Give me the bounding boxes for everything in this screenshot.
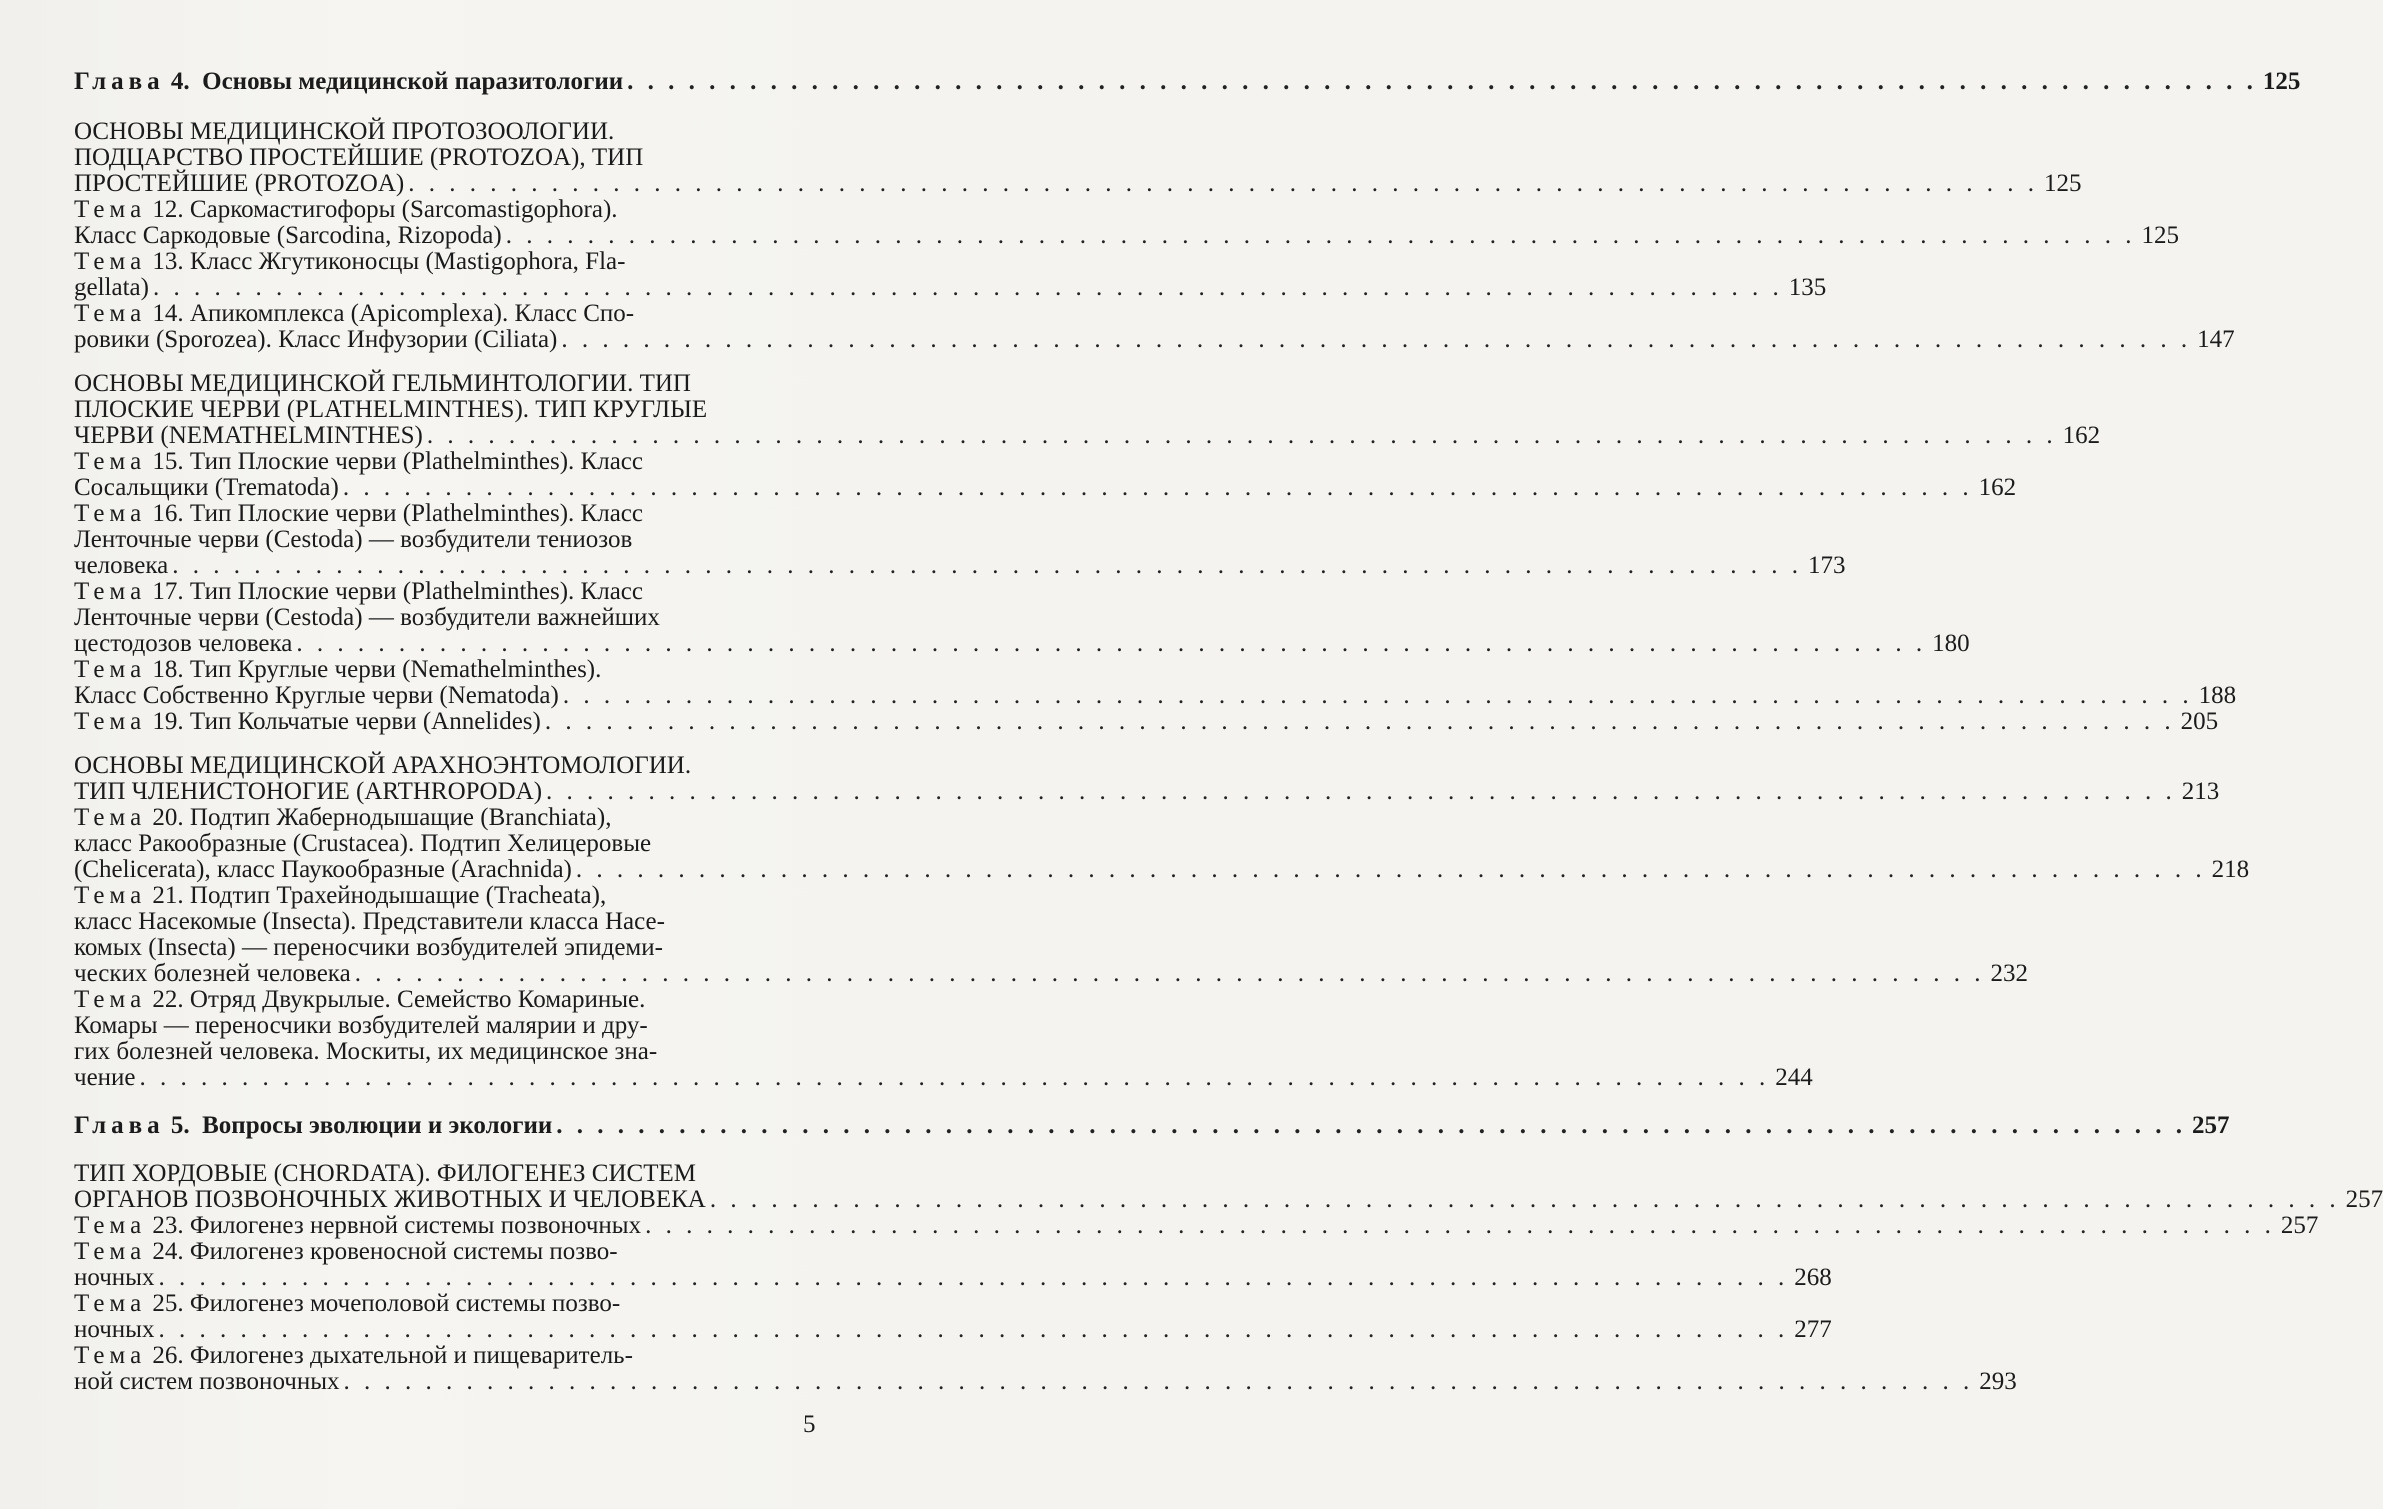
section-chordata-line-2 <box>74 1186 2383 1214</box>
topic-14-title: 14. Апикомплекса (Apicomplexa). Класс Спо- <box>152 300 635 327</box>
leader-dots: . . . . . . . . . . . . . . . . . . . . . . . . . . . . . . . . . . . . . . . . . . . . . . . . . . . . . . . . . . . . . . . . . . . . . . . . . . . . . . . . <box>354 960 1985 987</box>
topic-lead: Тема <box>74 1238 147 1265</box>
topic-lead: Тема <box>74 1290 147 1317</box>
section-arachnoentomology-title: ТИП ЧЛЕНИСТОНОГИЕ (ARTHROPODA) <box>74 778 543 805</box>
topic-lead: Тема <box>74 656 147 683</box>
topic-12-page: 125 <box>2141 222 2179 249</box>
topic-20-page: 218 <box>2211 856 2250 883</box>
topic-15-line-2 <box>74 474 2017 502</box>
topic-18-line-2 <box>74 682 2237 710</box>
leader-dots: . . . . . . . . . . . . . . . . . . . . . . . . . . . . . . . . . . . . . . . . . . . . . . . . . . . . . . . . . . . . . . . . . . . . . . . . . . . . . . . . <box>158 1264 1789 1291</box>
section-helminthology-line-1: ОСНОВЫ МЕДИЦИНСКОЙ ГЕЛЬМИНТОЛОГИИ. ТИП <box>74 370 691 397</box>
topic-20-line-2: класс Ракообразные (Crustacea). Подтип Хелицеровые <box>74 830 652 857</box>
topic-lead: Тема <box>74 986 147 1013</box>
topic-lead: Тема <box>74 882 147 909</box>
topic-25-line-2 <box>74 1316 1832 1344</box>
topic-lead: Тема <box>74 804 147 831</box>
topic-22-line-2: Комары — переносчики возбудителей малярии и дру- <box>74 1012 648 1039</box>
section-protozoology-line-1: ОСНОВЫ МЕДИЦИНСКОЙ ПРОТОЗООЛОГИИ. <box>74 118 615 145</box>
topic-17-title-cont: цестодозов человека <box>74 630 293 657</box>
section-chordata-line-1: ТИП ХОРДОВЫЕ (CHORDATA). ФИЛОГЕНЕЗ СИСТЕМ <box>74 1160 696 1187</box>
topic-22-page: 244 <box>1775 1064 1813 1091</box>
topic-20-title: 20. Подтип Жабернодышащие (Branchiata), <box>152 804 612 831</box>
topic-22-line-4 <box>74 1064 1813 1092</box>
topic-26-line-1 <box>74 1342 829 1370</box>
topic-lead: Тема <box>74 1342 147 1369</box>
topic-13-line-2 <box>74 274 1827 302</box>
topic-lead: Тема <box>74 500 147 527</box>
leader-dots: . . . . . . . . . . . . . . . . . . . . . . . . . . . . . . . . . . . . . . . . . . . . . . . . . . . . . . . . . . . . . . . . . . . . . . . . . . . . . . . . <box>556 1112 2187 1139</box>
topic-25-title-cont: ночных <box>74 1316 155 1343</box>
topic-21-line-2: класс Насекомые (Insecta). Представители класса Насе- <box>74 908 665 935</box>
section-protozoology-line-2: ПОДЦАРСТВО ПРОСТЕЙШИЕ (PROTOZOA), ТИП <box>74 144 644 171</box>
leader-dots: . . . . . . . . . . . . . . . . . . . . . . . . . . . . . . . . . . . . . . . . . . . . . . . . . . . . . . . . . . . . . . . . . . . . . . . . . . . . . . . . <box>342 474 1973 501</box>
section-protozoology-title: ПРОСТЕЙШИЕ (PROTOZOA) <box>74 170 405 197</box>
section-chordata-title: ОРГАНОВ ПОЗВОНОЧНЫХ ЖИВОТНЫХ И ЧЕЛОВЕКА <box>74 1186 706 1213</box>
topic-13-page: 135 <box>1788 274 1827 301</box>
topic-26-title: 26. Филогенез дыхательной и пищеваритель- <box>152 1342 633 1369</box>
leader-dots: . . . . . . . . . . . . . . . . . . . . . . . . . . . . . . . . . . . . . . . . . . . . . . . . . . . . . . . . . . . . . . . . . . . . . . . . . . . . . . . . <box>343 1368 1974 1395</box>
topic-lead: Тема <box>74 578 147 605</box>
section-helminthology-line-3 <box>74 422 2101 450</box>
topic-21-title-cont: ческих болезней человека <box>74 960 351 987</box>
topic-25-page: 277 <box>1794 1316 1832 1343</box>
topic-24-line-2 <box>74 1264 1832 1292</box>
chapter-5-number: 5. <box>170 1112 190 1139</box>
section-protozoology-page: 125 <box>2043 170 2082 197</box>
topic-22-title: 22. Отряд Двукрылые. Семейство Комариные. <box>152 986 646 1013</box>
topic-17-line-2: Ленточные черви (Cestoda) — возбудители важнейших <box>74 604 660 631</box>
topic-16-line-2: Ленточные черви (Cestoda) — возбудители тениозов <box>74 526 633 553</box>
topic-21-title: 21. Подтип Трахейнодышащие (Tracheata), <box>152 882 607 909</box>
topic-13-title-cont: gellata) <box>74 274 149 301</box>
leader-dots: . . . . . . . . . . . . . . . . . . . . . . . . . . . . . . . . . . . . . . . . . . . . . . . . . . . . . . . . . . . . . . . . . . . . . . . . . . . . . . . . <box>544 708 2175 735</box>
leader-dots: . . . . . . . . . . . . . . . . . . . . . . . . . . . . . . . . . . . . . . . . . . . . . . . . . . . . . . . . . . . . . . . . . . . . . . . . . . . . . . . . <box>645 1212 2275 1239</box>
topic-15-line-1 <box>74 448 829 476</box>
topic-12-title-cont: Класс Саркодовые (Sarcodina, Rizopoda) <box>74 222 502 249</box>
leader-dots: . . . . . . . . . . . . . . . . . . . . . . . . . . . . . . . . . . . . . . . . . . . . . . . . . . . . . . . . . . . . . . . . . . . . . . . . . . . . . . . . <box>575 856 2206 883</box>
topic-21-line-4 <box>74 960 2028 988</box>
page-number: 5 <box>803 1411 816 1438</box>
chapter-5-page: 257 <box>2192 1112 2230 1139</box>
leader-dots: . . . . . . . . . . . . . . . . . . . . . . . . . . . . . . . . . . . . . . . . . . . . . . . . . . . . . . . . . . . . . . . . . . . . . . . . . . . . . . . . <box>426 422 2057 449</box>
topic-lead: Тема <box>74 1212 147 1239</box>
topic-26-title-cont: ной систем позвоночных <box>74 1368 340 1395</box>
topic-13-title: 13. Класс Жгутиконосцы (Mastigophora, Fla- <box>152 248 626 275</box>
topic-22-line-3: гих болезней человека. Москиты, их медицинское зна- <box>74 1038 658 1065</box>
topic-19-title: 19. Тип Кольчатые черви (Annelides) <box>152 708 541 735</box>
section-arachnoentomology-line-1: ОСНОВЫ МЕДИЦИНСКОЙ АРАХНОЭНТОМОЛОГИИ. <box>74 752 692 779</box>
topic-12-title: 12. Саркомастигофоры (Sarcomastigophora). <box>152 196 618 223</box>
topic-23-title: 23. Филогенез нервной системы позвоночных <box>152 1212 642 1239</box>
leader-dots: . . . . . . . . . . . . . . . . . . . . . . . . . . . . . . . . . . . . . . . . . . . . . . . . . . . . . . . . . . . . . . . . . . . . . . . . . . . . . . . . <box>562 682 2193 709</box>
chapter-5-title: Вопросы эволюции и экологии <box>202 1112 553 1139</box>
section-helminthology-page: 162 <box>2062 422 2101 449</box>
topic-16-page: 173 <box>1808 552 1846 579</box>
topic-14-title-cont: ровики (Sporozea). Класс Инфузории (Ciliata) <box>74 326 558 353</box>
leader-dots: . . . . . . . . . . . . . . . . . . . . . . . . . . . . . . . . . . . . . . . . . . . . . . . . . . . . . . . . . . . . . . . . . . . . . . . . . . . . . . . . <box>546 778 2176 805</box>
topic-17-title: 17. Тип Плоские черви (Plathelminthes). Класс <box>152 578 643 605</box>
topic-23-page: 257 <box>2280 1212 2319 1239</box>
topic-21-line-3: комых (Insecta) — переносчики возбудителей эпидеми- <box>74 934 663 961</box>
leader-dots: . . . . . . . . . . . . . . . . . . . . . . . . . . . . . . . . . . . . . . . . . . . . . . . . . . . . . . . . . . . . . . . . . . . . . . . . . . . . . . . . <box>505 222 2136 249</box>
topic-20-line-3 <box>74 856 2250 884</box>
topic-lead: Тема <box>74 708 147 735</box>
topic-18-title-cont: Класс Собственно Круглые черви (Nematoda) <box>74 682 559 709</box>
topic-24-line-1 <box>74 1238 829 1266</box>
section-arachnoentomology-page: 213 <box>2181 778 2220 805</box>
leader-dots: . . . . . . . . . . . . . . . . . . . . . . . . . . . . . . . . . . . . . . . . . . . . . . . . . . . . . . . . . . . . . . . . . . . . . . . . . . . . . . . . <box>296 630 1927 657</box>
topic-14-line-2 <box>74 326 2235 354</box>
topic-22-line-1 <box>74 986 829 1014</box>
topic-19-line-1 <box>74 708 2219 736</box>
topic-25-title: 25. Филогенез мочеполовой системы позво- <box>152 1290 621 1317</box>
leader-dots: . . . . . . . . . . . . . . . . . . . . . . . . . . . . . . . . . . . . . . . . . . . . . . . . . . . . . . . . . . . . . . . . . . . . . . . . . . . . . . . . <box>561 326 2192 353</box>
topic-16-title: 16. Тип Плоские черви (Plathelminthes). Класс <box>152 500 643 527</box>
topic-18-title: 18. Тип Круглые черви (Nemathelminthes). <box>152 656 602 683</box>
leader-dots: . . . . . . . . . . . . . . . . . . . . . . . . . . . . . . . . . . . . . . . . . . . . . . . . . . . . . . . . . . . . . . . . . . . . . . . . . . . . . . . . <box>152 274 1783 301</box>
topic-24-title-cont: ночных <box>74 1264 155 1291</box>
topic-17-page: 180 <box>1932 630 1970 657</box>
topic-21-page: 232 <box>1990 960 2028 987</box>
topic-22-title-cont: чение <box>74 1064 136 1091</box>
topic-15-title: 15. Тип Плоские черви (Plathelminthes). Класс <box>152 448 643 475</box>
section-helminthology-title: ЧЕРВИ (NEMATHELMINTHES) <box>74 422 423 449</box>
leader-dots: . . . . . . . . . . . . . . . . . . . . . . . . . . . . . . . . . . . . . . . . . . . . . . . . . . . . . . . . . . . . . . . . . . . . . . . . . . . . . . . . <box>139 1064 1770 1091</box>
topic-lead: Тема <box>74 300 147 327</box>
leader-dots: . . . . . . . . . . . . . . . . . . . . . . . . . . . . . . . . . . . . . . . . . . . . . . . . . . . . . . . . . . . . . . . . . . . . . . . . . . . . . . . . <box>408 170 2038 197</box>
section-chordata-page: 257 <box>2345 1186 2383 1213</box>
topic-12-line-2 <box>74 222 2179 250</box>
section-arachnoentomology-line-2 <box>74 778 2220 806</box>
topic-lead: Тема <box>74 248 147 275</box>
topic-20-line-1 <box>74 804 829 832</box>
topic-23-line-1 <box>74 1212 2319 1240</box>
topic-13-line-1 <box>74 248 829 276</box>
leader-dots: . . . . . . . . . . . . . . . . . . . . . . . . . . . . . . . . . . . . . . . . . . . . . . . . . . . . . . . . . . . . . . . . . . . . . . . . . . . . . . . . <box>709 1186 2340 1213</box>
topic-20-title-cont: (Chelicerata), класс Паукообразные (Arachnida) <box>74 856 572 883</box>
topic-12-line-1 <box>74 196 829 224</box>
topic-18-page: 188 <box>2198 682 2237 709</box>
topic-16-title-cont: человека <box>74 552 169 579</box>
chapter-4-title: Основы медицинской паразитологии <box>202 68 624 95</box>
section-protozoology-line-3 <box>74 170 2082 198</box>
topic-24-title: 24. Филогенез кровеносной системы позво- <box>152 1238 618 1265</box>
topic-14-page: 147 <box>2197 326 2235 353</box>
topic-18-line-1 <box>74 656 829 684</box>
topic-15-title-cont: Сосальщики (Trematoda) <box>74 474 339 501</box>
chapter-4-lead: Глава <box>74 68 165 95</box>
topic-lead: Тема <box>74 448 147 475</box>
leader-dots: . . . . . . . . . . . . . . . . . . . . . . . . . . . . . . . . . . . . . . . . . . . . . . . . . . . . . . . . . . . . . . . . . . . . . . . . . . . . . . . . <box>627 68 2257 95</box>
topic-24-page: 268 <box>1794 1264 1832 1291</box>
topic-26-page: 293 <box>1979 1368 2017 1395</box>
topic-19-page: 205 <box>2180 708 2219 735</box>
topic-lead: Тема <box>74 196 147 223</box>
topic-17-line-1 <box>74 578 829 606</box>
chapter-5-entry <box>74 1112 2230 1140</box>
chapter-4-entry <box>74 68 2301 96</box>
topic-15-page: 162 <box>1978 474 2017 501</box>
leader-dots: . . . . . . . . . . . . . . . . . . . . . . . . . . . . . . . . . . . . . . . . . . . . . . . . . . . . . . . . . . . . . . . . . . . . . . . . . . . . . . . . <box>158 1316 1789 1343</box>
topic-16-line-1 <box>74 500 829 528</box>
topic-25-line-1 <box>74 1290 829 1318</box>
topic-21-line-1 <box>74 882 829 910</box>
topic-14-line-1 <box>74 300 829 328</box>
chapter-4-page: 125 <box>2262 68 2301 95</box>
chapter-5-lead: Глава <box>74 1112 165 1139</box>
topic-17-line-3 <box>74 630 1970 658</box>
leader-dots: . . . . . . . . . . . . . . . . . . . . . . . . . . . . . . . . . . . . . . . . . . . . . . . . . . . . . . . . . . . . . . . . . . . . . . . . . . . . . . . . <box>172 552 1803 579</box>
chapter-4-number: 4. <box>170 68 190 95</box>
section-helminthology-line-2: ПЛОСКИЕ ЧЕРВИ (PLATHELMINTHES). ТИП КРУГЛЫЕ <box>74 396 708 423</box>
topic-26-line-2 <box>74 1368 2017 1396</box>
topic-16-line-3 <box>74 552 1846 580</box>
